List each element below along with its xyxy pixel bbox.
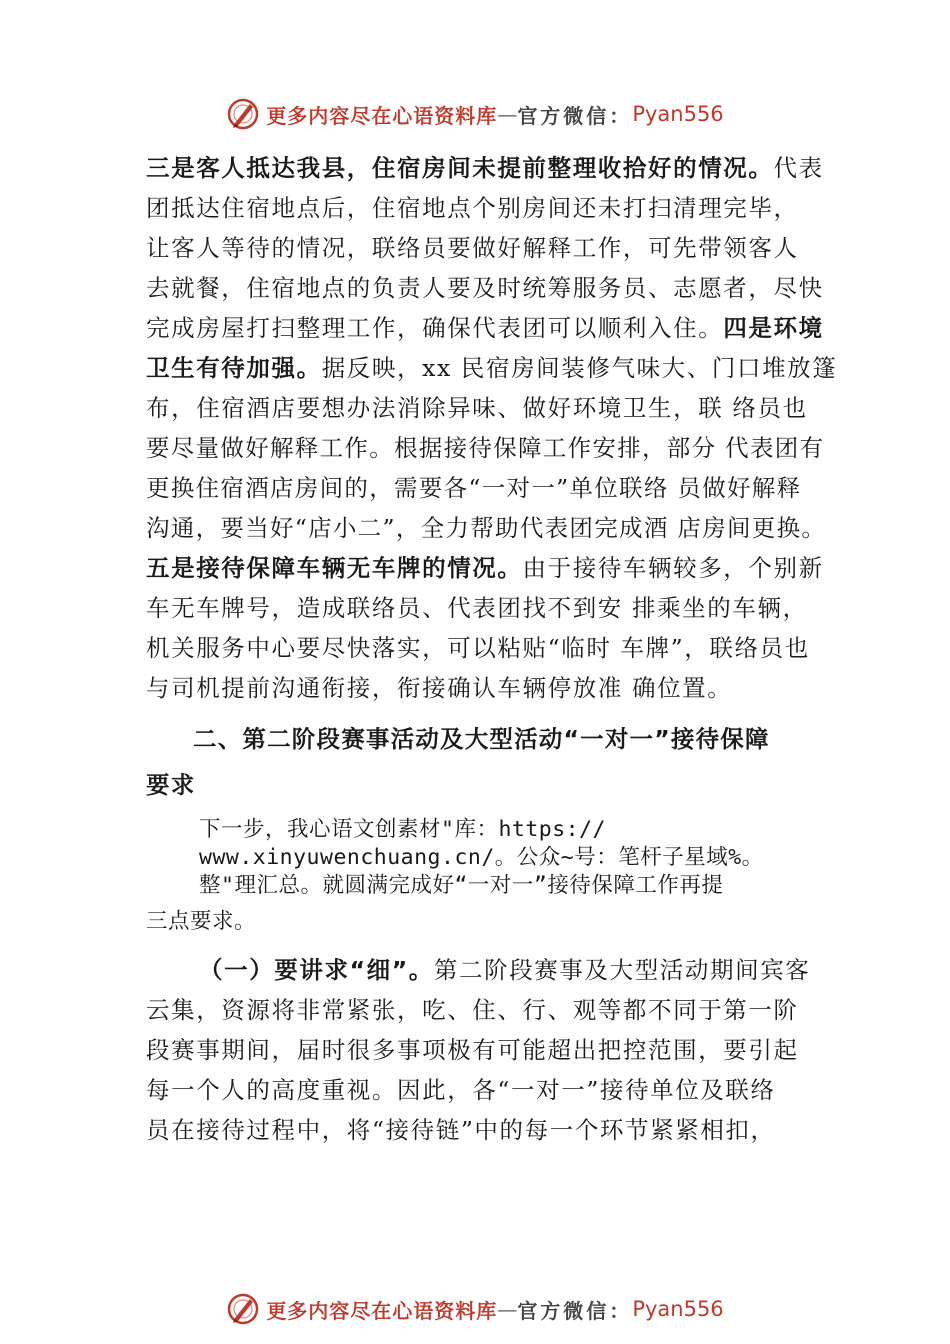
banner-separator: — bbox=[497, 1297, 518, 1321]
paragraph-line: 让客人等待的情况，联络员要做好解释工作，可先带领客人 bbox=[146, 234, 799, 262]
paragraph-line bbox=[146, 308, 836, 348]
bold-lead: 卫生有待加强。 bbox=[146, 354, 322, 382]
paragraph-line: 团抵达住宿地点后，住宿地点个别房间还未打扫清理完毕， bbox=[146, 194, 799, 222]
footer-banner bbox=[0, 1289, 950, 1329]
banner-wechat-label: 官方微信： bbox=[517, 103, 633, 128]
subsection-heading: （一）要讲求“细”。 bbox=[199, 956, 434, 984]
paragraph-line: 更换住宿酒店房间的，需要各“一对一”单位联络 员做好解释 bbox=[146, 474, 802, 502]
pen-circle-logo-icon bbox=[226, 97, 260, 131]
paragraph-line bbox=[146, 148, 836, 188]
watermark-line: 下一步，我心语文创素材"库：https:// bbox=[199, 817, 606, 842]
paragraph-line: 车无车牌号，造成联络员、代表团找不到安 排乘坐的车辆， bbox=[146, 594, 808, 622]
paragraph-line: 员在接待过程中，将“接待链”中的每一个环节紧紧相扣， bbox=[146, 1116, 776, 1144]
section-heading: 二、第二阶段赛事活动及大型活动“一对一”接待保障 bbox=[193, 725, 770, 753]
paragraph-line: 与司机提前沟通衔接，衔接确认车辆停放准 确位置。 bbox=[146, 674, 733, 702]
header-banner bbox=[0, 94, 950, 134]
banner-library-text: 更多内容尽在心语资料库 bbox=[266, 103, 498, 128]
line-text: 据反映，xx 民宿房间装修气味大、门口堆放篷 bbox=[321, 354, 838, 382]
paragraph-line bbox=[146, 348, 836, 388]
paragraph-line: 布，住宿酒店要想办法消除异味、做好环境卫生，联 络员也 bbox=[146, 394, 808, 422]
paragraph-line bbox=[146, 548, 836, 588]
banner-separator: — bbox=[497, 102, 518, 126]
paragraph-line: 段赛事期间，届时很多事项极有可能超出把控范围，要引起 bbox=[146, 1036, 799, 1064]
paragraph-line bbox=[146, 950, 836, 990]
line-text: 由于接待车辆较多，个别新 bbox=[522, 554, 824, 582]
paragraph-line: 要尽量做好解释工作。根据接待保障工作安排，部分 代表团有 bbox=[146, 434, 825, 462]
banner-wechat-id: Pyan556 bbox=[632, 1297, 724, 1321]
banner-wechat-id: Pyan556 bbox=[632, 102, 724, 126]
line-text: 完成房屋打扫整理工作，确保代表团可以顺利入住。 bbox=[146, 314, 724, 342]
bold-lead: 四是环境 bbox=[723, 314, 824, 342]
paragraph-line: 云集，资源将非常紧张，吃、住、行、观等都不同于第一阶 bbox=[146, 996, 799, 1024]
section-heading-cont: 要求 bbox=[146, 771, 196, 799]
paragraph-line: 沟通，要当好“店小二”，全力帮助代表团完成酒 店房间更换。 bbox=[146, 514, 827, 542]
bold-lead: 五是接待保障车辆无车牌的情况。 bbox=[146, 554, 523, 582]
line-text: 第二阶段赛事及大型活动期间宾客 bbox=[433, 956, 811, 984]
paragraph-line: 三点要求。 bbox=[146, 909, 257, 934]
watermark-line: www.xinyuwenchuang.cn/。公众~号：笔杆子星域%。 bbox=[199, 845, 764, 870]
paragraph-line: 每一个人的高度重视。因此，各“一对一”接待单位及联络 bbox=[146, 1076, 776, 1104]
banner-library-text: 更多内容尽在心语资料库 bbox=[266, 1298, 498, 1323]
line-text: 代表 bbox=[773, 154, 824, 182]
document-body bbox=[146, 148, 836, 1150]
paragraph-line: 机关服务中心要尽快落实，可以粘贴“临时 车牌”，联络员也 bbox=[146, 634, 810, 662]
bold-lead: 三是客人抵达我县，住宿房间未提前整理收拾好的情况。 bbox=[146, 154, 774, 182]
pen-circle-logo-icon bbox=[226, 1292, 260, 1326]
paragraph-line: 去就餐，住宿地点的负责人要及时统筹服务员、志愿者，尽快 bbox=[146, 274, 824, 302]
banner-wechat-label: 官方微信： bbox=[517, 1298, 633, 1323]
paragraph-line: 整"理汇总。就圆满完成好“一对一”接待保障工作再提 bbox=[199, 873, 724, 898]
